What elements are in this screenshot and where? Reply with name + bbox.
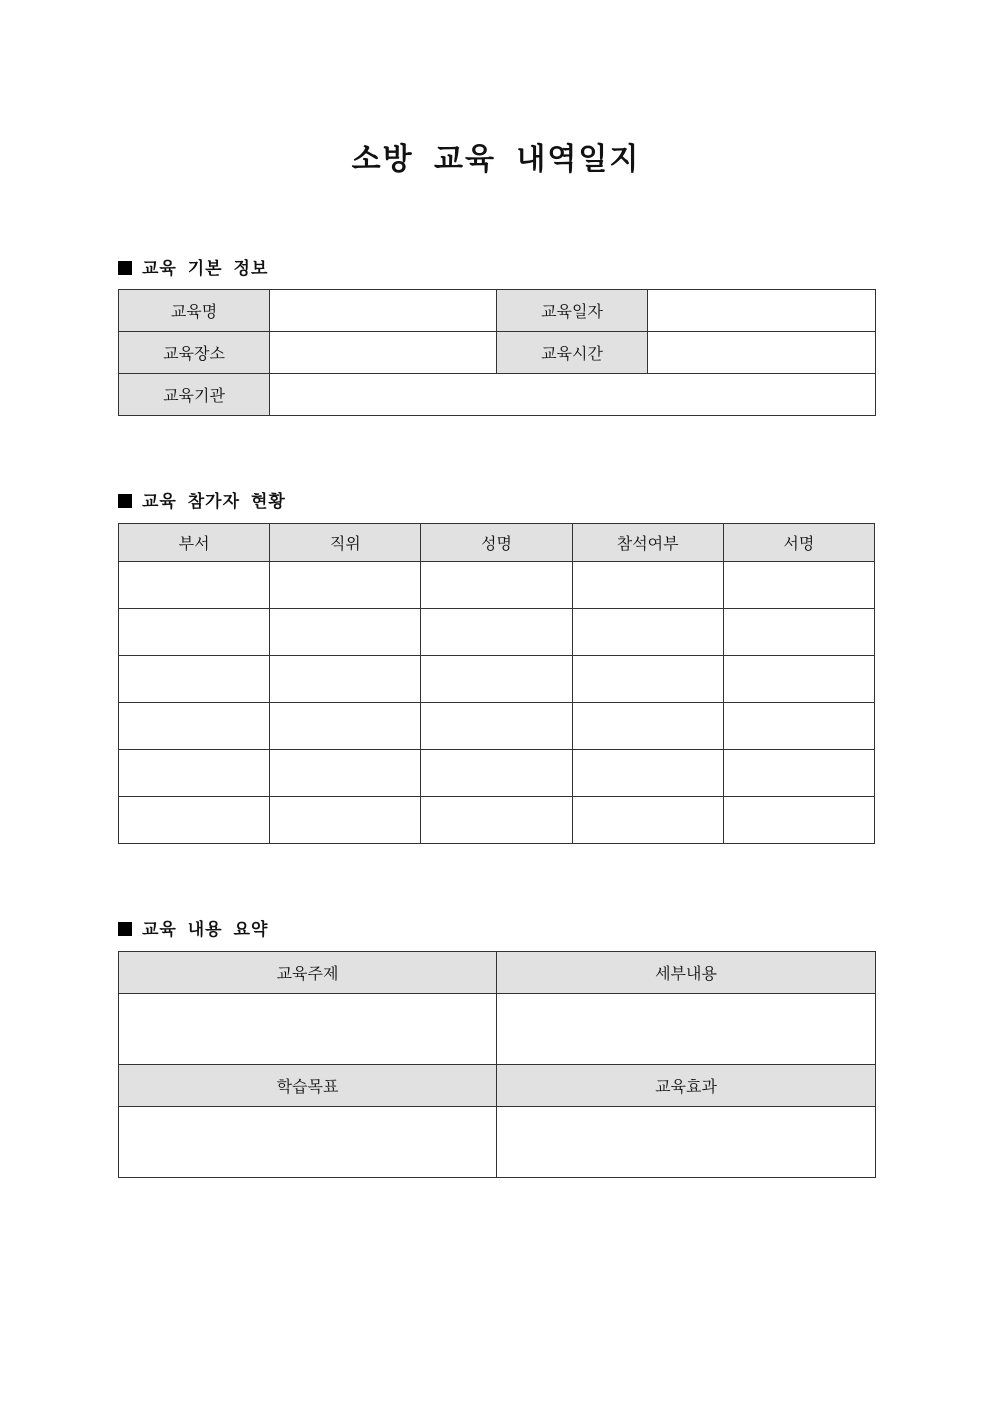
- label-education-place: 교육장소: [119, 332, 270, 374]
- table-cell[interactable]: [723, 609, 874, 656]
- table-cell[interactable]: [270, 656, 421, 703]
- field-education-date[interactable]: [648, 290, 876, 332]
- label-education-effect: 교육효과: [497, 1065, 876, 1107]
- square-bullet-icon: [118, 494, 132, 508]
- table-cell[interactable]: [119, 703, 270, 750]
- table-cell[interactable]: [421, 797, 572, 844]
- table-row: [119, 994, 876, 1065]
- table-row: [119, 562, 875, 609]
- table-row: [119, 797, 875, 844]
- label-education-topic: 교육주제: [119, 952, 497, 994]
- label-education-time: 교육시간: [497, 332, 648, 374]
- participants-table: [118, 523, 875, 844]
- table-header-row: [119, 952, 876, 994]
- field-education-time[interactable]: [648, 332, 876, 374]
- field-details[interactable]: [497, 994, 876, 1065]
- table-cell[interactable]: [270, 750, 421, 797]
- field-education-effect[interactable]: [497, 1107, 876, 1178]
- label-learning-objective: 학습목표: [119, 1065, 497, 1107]
- table-cell[interactable]: [119, 750, 270, 797]
- label-education-institution: 교육기관: [119, 374, 270, 416]
- table-cell[interactable]: [270, 797, 421, 844]
- table-header-row: [119, 1065, 876, 1107]
- table-cell[interactable]: [572, 562, 723, 609]
- table-cell[interactable]: [270, 562, 421, 609]
- table-cell[interactable]: [572, 656, 723, 703]
- column-header-name: 성명: [421, 524, 572, 562]
- label-education-name: 교육명: [119, 290, 270, 332]
- table-row: [119, 656, 875, 703]
- table-cell[interactable]: [421, 656, 572, 703]
- table-cell[interactable]: [421, 703, 572, 750]
- table-cell[interactable]: [572, 750, 723, 797]
- summary-heading-text: 교육 내용 요약: [142, 920, 269, 940]
- table-header-row: [119, 524, 875, 562]
- table-cell[interactable]: [421, 750, 572, 797]
- table-row: [119, 609, 875, 656]
- field-education-place[interactable]: [270, 332, 497, 374]
- table-row: [119, 703, 875, 750]
- table-row: [119, 1107, 876, 1178]
- table-row: [119, 374, 876, 416]
- table-cell[interactable]: [723, 562, 874, 609]
- table-cell[interactable]: [572, 703, 723, 750]
- table-cell[interactable]: [119, 609, 270, 656]
- summary-table: [118, 951, 876, 1178]
- table-cell[interactable]: [270, 609, 421, 656]
- summary-heading: [118, 915, 268, 940]
- table-cell[interactable]: [723, 797, 874, 844]
- table-cell[interactable]: [119, 797, 270, 844]
- column-header-department: 부서: [119, 524, 270, 562]
- table-row: [119, 290, 876, 332]
- table-row: [119, 332, 876, 374]
- column-header-position: 직위: [270, 524, 421, 562]
- participants-heading-text: 교육 참가자 현황: [142, 492, 286, 512]
- basic-info-table: [118, 289, 876, 416]
- table-cell[interactable]: [572, 797, 723, 844]
- column-header-signature: 서명: [723, 524, 874, 562]
- square-bullet-icon: [118, 261, 132, 275]
- field-learning-objective[interactable]: [119, 1107, 497, 1178]
- field-education-name[interactable]: [270, 290, 497, 332]
- table-cell[interactable]: [270, 703, 421, 750]
- field-education-institution[interactable]: [270, 374, 876, 416]
- table-cell[interactable]: [119, 656, 270, 703]
- table-cell[interactable]: [119, 562, 270, 609]
- table-cell[interactable]: [723, 656, 874, 703]
- table-row: [119, 750, 875, 797]
- square-bullet-icon: [118, 922, 132, 936]
- table-cell[interactable]: [572, 609, 723, 656]
- table-cell[interactable]: [723, 703, 874, 750]
- basic-info-heading-text: 교육 기본 정보: [142, 259, 269, 279]
- field-education-topic[interactable]: [119, 994, 497, 1065]
- participants-heading: [118, 487, 286, 512]
- document-title: 소방 교육 내역일지: [351, 142, 641, 177]
- table-cell[interactable]: [421, 562, 572, 609]
- table-cell[interactable]: [421, 609, 572, 656]
- column-header-attendance: 참석여부: [572, 524, 723, 562]
- label-details: 세부내용: [497, 952, 876, 994]
- basic-info-heading: [118, 254, 268, 279]
- label-education-date: 교육일자: [497, 290, 648, 332]
- table-cell[interactable]: [723, 750, 874, 797]
